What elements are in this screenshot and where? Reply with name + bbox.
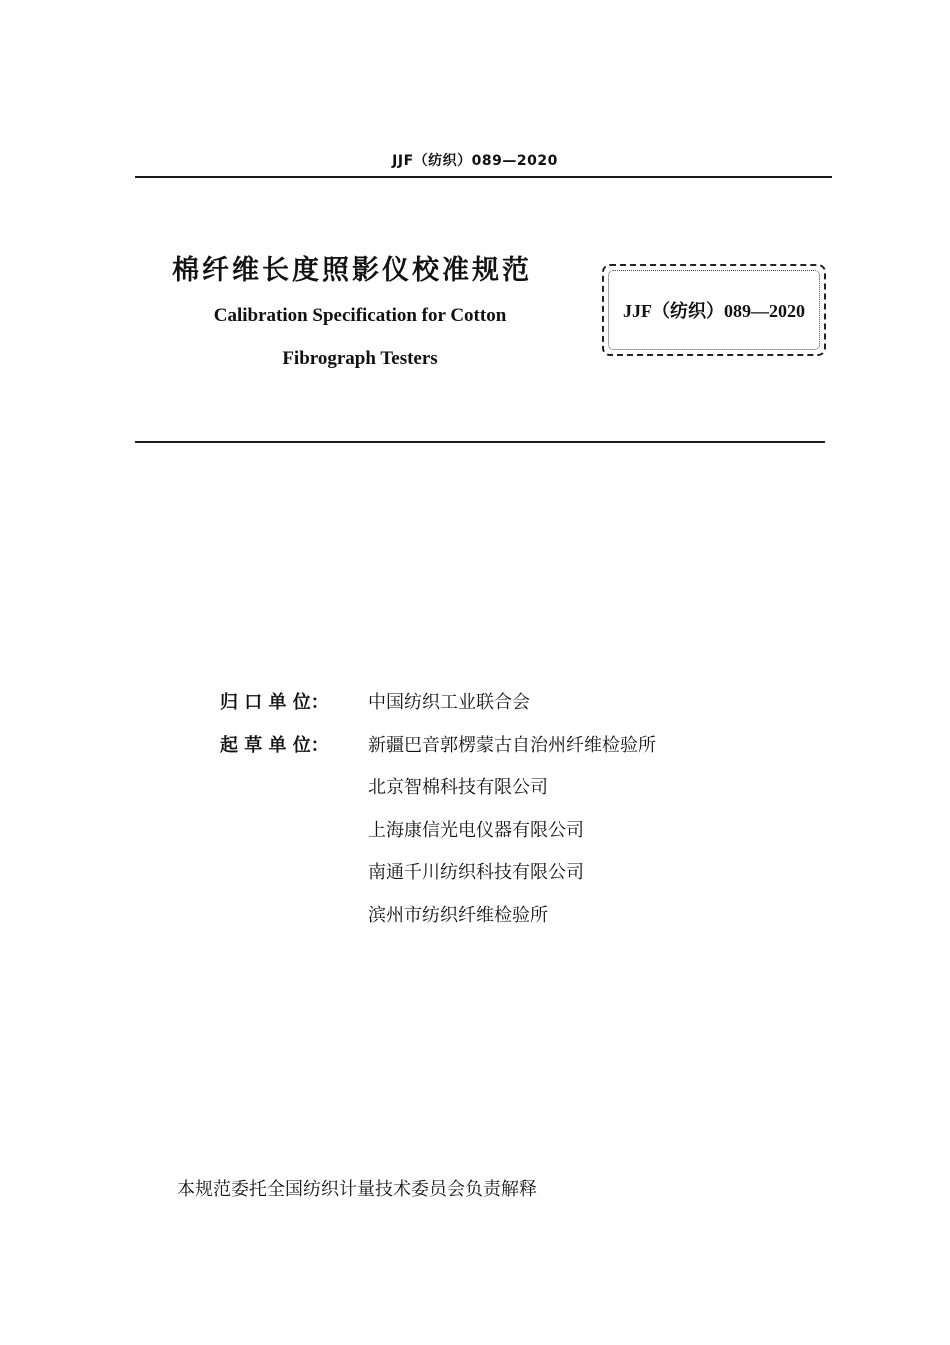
title-chinese: 棉纤维长度照影仪校准规范 bbox=[172, 255, 532, 286]
drafting-unit-row bbox=[220, 858, 656, 901]
header-rule bbox=[135, 176, 832, 178]
drafting-unit-row bbox=[220, 816, 656, 859]
drafting-unit-row bbox=[220, 773, 656, 816]
drafting-unit-row bbox=[220, 731, 656, 774]
units-section bbox=[220, 688, 656, 943]
standard-code-text: JJF（纺织）089—2020 bbox=[623, 301, 805, 321]
standard-code-box bbox=[602, 264, 826, 356]
drafting-unit-value: 上海康信光电仪器有限公司 bbox=[368, 819, 584, 841]
drafting-unit-value: 新疆巴音郭楞蒙古自治州纤维检验所 bbox=[368, 734, 656, 756]
responsible-unit-label: 归 口 单 位： bbox=[220, 692, 329, 713]
drafting-unit-label: 起 草 单 位： bbox=[220, 734, 329, 756]
drafting-unit-value: 滨州市纺织纤维检验所 bbox=[368, 904, 548, 926]
title-english-line2: Fibrograph Testers bbox=[282, 348, 438, 369]
responsible-unit-value: 中国纺织工业联合会 bbox=[368, 692, 530, 713]
responsible-unit-row bbox=[220, 688, 656, 731]
header-standard-code: JJF（纺织）089—2020 bbox=[392, 153, 558, 169]
drafting-unit-row bbox=[220, 901, 656, 944]
drafting-unit-value: 北京智棉科技有限公司 bbox=[368, 777, 548, 798]
drafting-unit-value: 南通千川纺织科技有限公司 bbox=[368, 862, 584, 883]
interpretation-note: 本规范委托全国纺织计量技术委员会负责解释 bbox=[177, 1179, 537, 1200]
title-english-line1: Calibration Specification for Cotton bbox=[213, 305, 507, 326]
title-rule bbox=[135, 441, 825, 443]
